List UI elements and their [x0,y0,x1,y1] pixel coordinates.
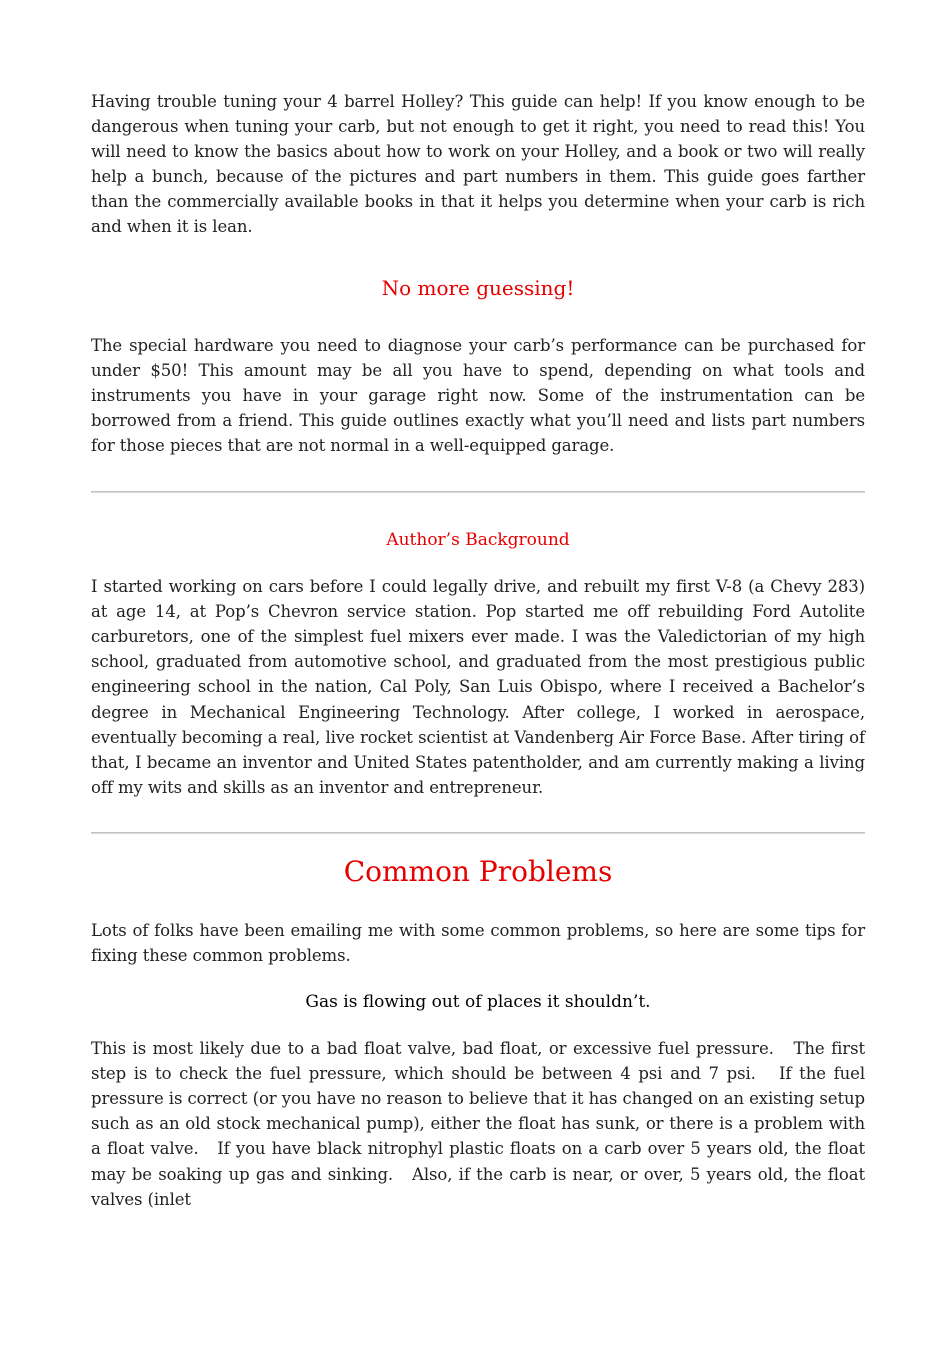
common-problems-paragraph: Lots of folks have been emailing me with some common problems, so here are some tips for fixing these common problems. [91,920,865,965]
author-background-paragraph: I started working on cars before I could legally drive, and rebuilt my first V-8 (a Chevy 283) at age 14, at Pop’s Chevron service station. Pop started me off rebuilding Ford Autolite carburetors, one of the simplest fuel mixers ever made. I was the Valedictorian of my high school, graduated from automotive school, and graduated from the most prestigious public engineering school in the nation, Cal Poly, San Luis Obispo, where I received a Bachelor’s degree in Mechanical Engineering Technology. After college, I worked in aerospace, eventually becoming a real, live rocket scientist at Vandenberg Air Force Base. After tiring of that, I became an inventor and United States patentholder, and am currently making a living off my wits and skills as an inventor and entrepreneur. [91,577,865,797]
document-page [91,89,871,1212]
section-divider [91,832,865,834]
no-guessing-heading: No more guessing! [381,275,575,300]
intro-paragraph: Having trouble tuning your 4 barrel Holley? This guide can help! If you know enough to be dangerous when tuning your carb, but not enough to get it right, you need to read this! You will need to know the basics about how to work on your Holley, and a book or two will really help a bunch, because of the pictures and part numbers in them. This guide goes farther than the commercially available books in that it helps you determine when your carb is rich and when it is lean. [91,92,865,237]
gas-flowing-subheading: Gas is flowing out of places it shouldn’t. [305,992,651,1013]
author-background-heading: Author’s Background [386,530,570,551]
gas-flowing-paragraph: This is most likely due to a bad float valve, bad float, or excessive fuel pressure. The first step is to check the fuel pressure, which should be between 4 psi and 7 psi. If the fuel pressure is correct (or you have no reason to believe that it has changed on an existing setup such as an old stock mechanical pump), either the float has sunk, or there is a problem with a float valve. If you have black nitrophyl plastic floats on a carb over 5 years old, the float may be soaking up gas and sinking. Also, if the carb is near, or over, 5 years old, the float valves (inlet [91,1039,871,1209]
section-divider [91,491,865,493]
common-problems-heading: Common Problems [343,854,613,888]
no-guessing-paragraph: The special hardware you need to diagnose your carb’s performance can be purchased for under $50! This amount may be all you have to spend, depending on what tools and instruments you have in your garage right now. Some of the instrumentation can be borrowed from a friend. This guide outlines exactly what you’ll need and lists part numbers for those pieces that are not normal in a well-equipped garage. [91,335,865,455]
